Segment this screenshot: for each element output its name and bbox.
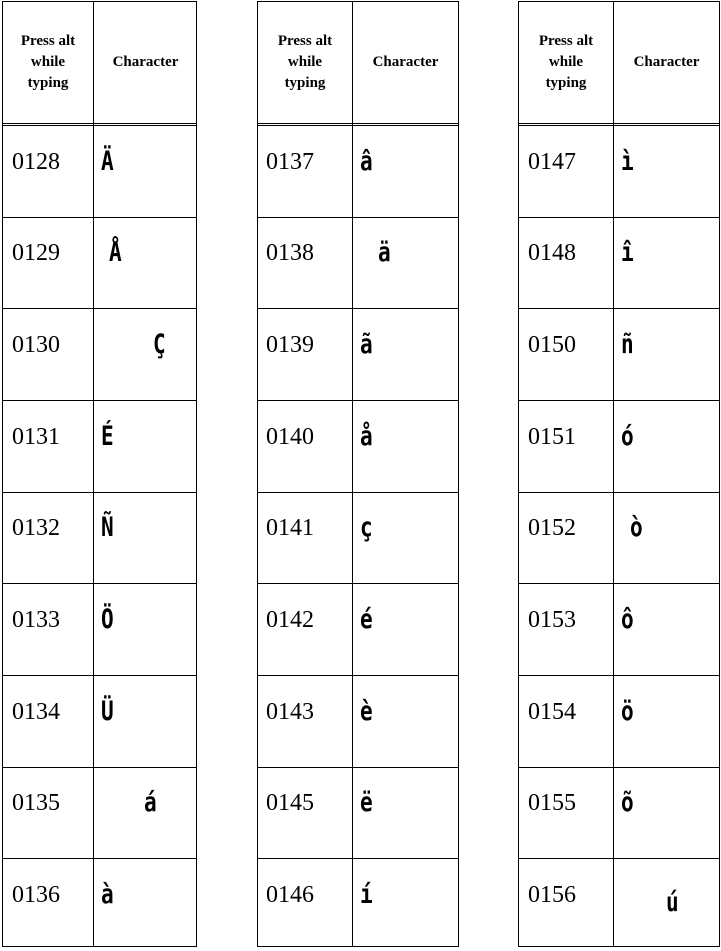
table-row <box>258 676 458 768</box>
alt-code: 0153 <box>528 607 576 633</box>
alt-code: 0150 <box>528 332 576 358</box>
table-row <box>3 859 196 951</box>
character-glyph: ö <box>621 696 634 727</box>
alt-code: 0154 <box>528 699 576 725</box>
character-glyph: ì <box>621 146 634 177</box>
character-glyph: ó <box>621 421 634 452</box>
header-character: Character <box>372 54 439 70</box>
table-row <box>519 676 719 768</box>
table-row <box>3 217 196 309</box>
character-glyph: ã <box>360 329 373 360</box>
table-row <box>519 492 719 584</box>
table-row <box>258 859 458 951</box>
table-row <box>3 401 196 493</box>
alt-code: 0141 <box>266 515 314 541</box>
table-row <box>519 767 719 859</box>
character-glyph: é <box>360 604 373 635</box>
character-glyph: Ç <box>153 329 166 360</box>
alt-code: 0146 <box>266 882 314 908</box>
character-glyph: Ñ <box>101 512 114 543</box>
alt-code: 0136 <box>12 882 60 908</box>
header-press-alt: Press alt while typing <box>277 33 333 91</box>
table-row <box>3 126 196 218</box>
table-row <box>258 126 458 218</box>
alt-code: 0140 <box>266 424 314 450</box>
alt-code: 0152 <box>528 515 576 541</box>
alt-code: 0132 <box>12 515 60 541</box>
character-glyph: ë <box>360 787 373 818</box>
alt-code-table-3 <box>518 1 720 947</box>
alt-code: 0143 <box>266 699 314 725</box>
alt-code: 0137 <box>266 149 314 175</box>
character-glyph: õ <box>621 787 634 818</box>
table-row <box>519 126 719 218</box>
table-row <box>258 767 458 859</box>
table-row <box>519 859 719 951</box>
header-character: Character <box>112 54 179 70</box>
alt-code: 0155 <box>528 790 576 816</box>
character-glyph: å <box>360 421 373 452</box>
character-glyph: â <box>360 146 373 177</box>
header-press-alt: Press alt while typing <box>20 33 76 91</box>
table-row <box>3 767 196 859</box>
character-glyph: ç <box>360 512 373 543</box>
table-row <box>3 492 196 584</box>
table-row <box>519 401 719 493</box>
header-press-alt: Press alt while typing <box>538 33 594 91</box>
character-glyph: ñ <box>621 329 634 360</box>
table-row <box>258 584 458 676</box>
alt-code: 0138 <box>266 240 314 266</box>
alt-code-table-1 <box>2 1 197 947</box>
character-glyph: î <box>621 237 634 268</box>
table-row <box>519 309 719 401</box>
table-row <box>3 584 196 676</box>
character-glyph: ä <box>378 237 391 268</box>
table-row <box>3 676 196 768</box>
character-glyph: ô <box>621 604 634 635</box>
table-row <box>3 309 196 401</box>
character-glyph: Å <box>109 237 122 268</box>
character-glyph: è <box>360 696 373 727</box>
alt-code: 0131 <box>12 424 60 450</box>
alt-code: 0156 <box>528 882 576 908</box>
character-glyph: à <box>101 879 114 910</box>
alt-code: 0128 <box>12 149 60 175</box>
alt-code-table-2 <box>257 1 459 947</box>
alt-code: 0142 <box>266 607 314 633</box>
character-glyph: ú <box>666 887 679 918</box>
alt-code: 0133 <box>12 607 60 633</box>
character-glyph: í <box>360 879 373 910</box>
character-glyph: É <box>101 421 114 452</box>
table-row <box>258 309 458 401</box>
alt-code: 0135 <box>12 790 60 816</box>
table-row <box>258 401 458 493</box>
alt-code: 0151 <box>528 424 576 450</box>
table-row <box>258 217 458 309</box>
character-glyph: ò <box>630 512 643 543</box>
character-glyph: Ü <box>101 696 114 727</box>
alt-code: 0130 <box>12 332 60 358</box>
character-glyph: Ä <box>101 146 114 177</box>
alt-code: 0148 <box>528 240 576 266</box>
table-row <box>519 217 719 309</box>
alt-code: 0145 <box>266 790 314 816</box>
table-row <box>258 492 458 584</box>
alt-code: 0139 <box>266 332 314 358</box>
alt-code: 0129 <box>12 240 60 266</box>
alt-code: 0134 <box>12 699 60 725</box>
table-row <box>519 584 719 676</box>
alt-code: 0147 <box>528 149 576 175</box>
character-glyph: á <box>144 787 157 818</box>
character-glyph: Ö <box>101 604 114 635</box>
header-character: Character <box>633 54 700 70</box>
